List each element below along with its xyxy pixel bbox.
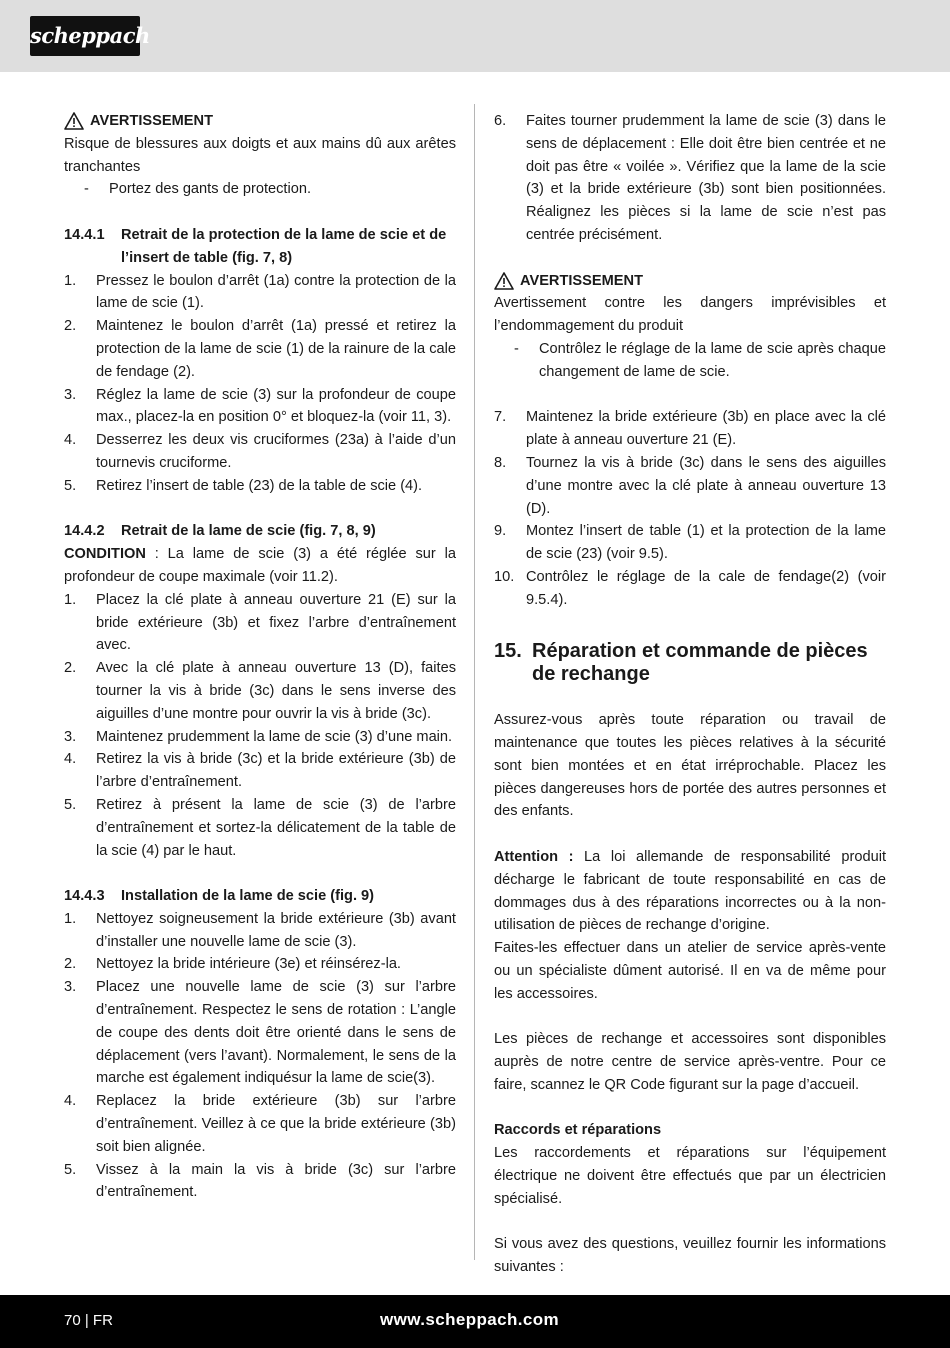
item-text: Faites tourner prudemment la lame de scie (3) dans le sens de déplacement : Elle doit être bien centrée et ne doit pas être « voilée ». Vérifiez que la lame de la scie (3) et la bride extérieure (3b) sont bien positionnées. Réalignez les pièces si la lame de scie n’est pas centrée précisément. <box>526 113 886 243</box>
raccords-text: Les raccordements et réparations sur l’équipement électrique ne doivent être effectués que par un électricien spécialisé. <box>494 1145 886 1207</box>
item-number: 1. <box>64 272 77 289</box>
page-header <box>0 0 950 72</box>
section-title: Retrait de la protection de la lame de scie et de l’insert de table (fig. 7, 8) <box>121 226 447 266</box>
item-number: 5. <box>64 796 77 813</box>
steps-list-continued <box>494 110 886 247</box>
warning-title: AVERTISSEMENT <box>90 113 213 129</box>
item-text: Placez une nouvelle lame de scie (3) sur l’arbre d’entraînement. Respectez le sens de rotation : L’angle de coupe des dents doit être orienté dans le sens de déplacement (vers l’avant). Normalement, le sens de la marche est également indiquésur la lame de scie(3). <box>96 979 456 1087</box>
item-number: 8. <box>494 454 507 471</box>
item-text: Tournez la vis à bride (3c) dans le sens des aiguilles d’une montre avec la clé plate à anneau ouverture 13 (D). <box>526 454 886 517</box>
item-text: Maintenez la bride extérieure (3b) en place avec la clé plate à anneau ouverture 21 (E). <box>526 409 886 449</box>
column-divider <box>474 104 475 1260</box>
paragraph-questions: Si vous avez des questions, veuillez fournir les informations suivantes : <box>494 1236 886 1276</box>
condition-text: : La lame de scie (3) a été réglée sur la profondeur de coupe maximale (voir 11.2). <box>64 546 456 585</box>
list-item <box>64 429 456 475</box>
item-number: 4. <box>64 432 77 449</box>
item-number: 9. <box>494 523 507 540</box>
list-item <box>64 589 456 657</box>
item-number: 5. <box>64 477 77 494</box>
scheppach-logo <box>30 16 150 56</box>
attention-text: La loi allemande de responsabilité produit décharge le fabricant de toute responsabilité en cas de dommages dus à des réparations incorrectes ou à la non-utilisation de pièces de rechange d’origine. <box>494 848 886 934</box>
section-heading-15 <box>494 640 886 686</box>
website-link[interactable]: www.scheppach.com <box>380 1310 560 1329</box>
condition-label: CONDITION <box>64 546 146 563</box>
section-title: Installation de la lame de scie (fig. 9) <box>121 888 375 905</box>
item-text: Pressez le boulon d’arrêt (1a) contre la protection de la lame de scie (1). <box>96 272 456 312</box>
list-item <box>64 475 456 498</box>
list-item <box>64 657 456 725</box>
item-number: 5. <box>64 1161 77 1178</box>
section-heading-14-4-1 <box>64 224 456 270</box>
list-item <box>64 976 456 1090</box>
section-heading-14-4-3 <box>64 885 456 908</box>
logo-text: scheppach <box>30 23 150 48</box>
item-text: Nettoyez la bride intérieure (3e) et réinsérez-la. <box>96 956 401 973</box>
steps-list-14-4-2 <box>64 589 456 863</box>
warning-heading <box>64 110 456 133</box>
list-item <box>64 384 456 430</box>
item-number: 3. <box>64 728 77 745</box>
list-item <box>494 406 886 452</box>
warning-bullet <box>64 178 456 201</box>
item-text: Placez la clé plate à anneau ouverture 21 (E) sur la bride extérieure (3b) et fixez l’arbre d’entraînement avec. <box>96 591 456 654</box>
condition-paragraph <box>64 543 456 589</box>
item-number: 2. <box>64 956 77 973</box>
item-number: 2. <box>64 660 77 677</box>
paragraph-spare-parts: Les pièces de rechange et accessoires sont disponibles auprès de notre centre de service après-ventre. Pour ce faire, scannez le QR Code figurant sur la page d’accueil. <box>494 1031 886 1093</box>
item-text: Retirez à présent la lame de scie (3) de l’arbre d’entraînement et sortez-la délicatement de la table de la scie (4) par le haut. <box>96 796 456 859</box>
item-text: Maintenez prudemment la lame de scie (3) d’une main. <box>96 728 453 745</box>
list-item <box>494 520 886 566</box>
left-column <box>64 110 456 1204</box>
section-title: Réparation et commande de pièces de rechange <box>532 640 868 686</box>
section-number: 14.4.1 <box>64 226 105 243</box>
paragraph-maintenance: Assurez-vous après toute réparation ou travail de maintenance que toutes les pièces relatives à la sécurité sont bien montées et en état irréprochable. Placez les pièces dangereuses hors de portée des autres personnes et des enfants. <box>494 712 886 820</box>
item-number: 3. <box>64 979 77 996</box>
item-text: Desserrez les deux vis cruciformes (23a) à l’aide d’un tournevis cruciforme. <box>96 432 456 471</box>
list-item <box>64 270 456 316</box>
steps-list-reinstall <box>494 406 886 611</box>
section-heading-14-4-2 <box>64 520 456 543</box>
page-number: 70 | FR <box>64 1312 113 1329</box>
right-column <box>494 110 886 1279</box>
warning-bullet <box>494 338 886 384</box>
warning-triangle-icon <box>64 112 84 130</box>
paragraph-attention <box>494 846 886 937</box>
bullet-dash: - <box>514 340 519 357</box>
item-text: Montez l’insert de table (1) et la protection de la lame de scie (23) (voir 9.5). <box>526 523 886 563</box>
item-text: Maintenez le boulon d’arrêt (1a) pressé et retirez la protection de la lame de scie (1) de la rainure de la cale de fendage (2). <box>96 318 456 380</box>
raccords-heading: Raccords et réparations <box>494 1122 662 1139</box>
list-item <box>64 1090 456 1158</box>
page-footer <box>0 1295 950 1348</box>
list-item <box>64 1159 456 1205</box>
item-text: Contrôlez le réglage de la cale de fendage(2) (voir 9.5.4). <box>526 568 886 608</box>
bullet-text: Contrôlez le réglage de la lame de scie après chaque changement de lame de scie. <box>539 340 886 380</box>
item-number: 6. <box>494 113 507 129</box>
item-number: 4. <box>64 751 77 768</box>
item-number: 1. <box>64 591 77 608</box>
item-number: 3. <box>64 386 77 403</box>
item-number: 7. <box>494 409 507 426</box>
item-text: Vissez à la main la vis à bride (3c) sur l’arbre d’entraînement. <box>96 1161 456 1201</box>
paragraph-service: Faites-les effectuer dans un atelier de service après-vente ou un spécialiste dûment autorisé. Il en va de même pour les accessoires. <box>494 940 886 1002</box>
bullet-dash: - <box>84 181 89 198</box>
steps-list-14-4-3 <box>64 908 456 1204</box>
list-item <box>64 726 456 749</box>
warning-text: Avertissement contre les dangers imprévisibles et l’endommagement du produit <box>494 295 886 335</box>
steps-list-14-4-1 <box>64 270 456 498</box>
item-text: Nettoyez soigneusement la bride extérieure (3b) avant d’installer une nouvelle lame de scie (3). <box>96 910 456 950</box>
warning-heading <box>494 270 886 293</box>
list-item <box>494 566 886 612</box>
item-number: 10. <box>494 568 515 585</box>
attention-label: Attention : <box>494 848 574 865</box>
item-text: Retirez l’insert de table (23) de la table de scie (4). <box>96 477 423 494</box>
section-number: 15. <box>494 640 522 663</box>
section-title: Retrait de la lame de scie (fig. 7, 8, 9) <box>121 523 376 540</box>
item-text: Retirez la vis à bride (3c) et la bride extérieure (3b) de l’arbre d’entraînement. <box>96 751 456 791</box>
section-number: 14.4.2 <box>64 523 105 540</box>
item-text: Réglez la lame de scie (3) sur la profondeur de coupe max., placez-la en position 0° et bloquez-la (voir 11, 3). <box>96 386 456 426</box>
list-item <box>64 908 456 954</box>
warning-triangle-icon <box>494 272 514 290</box>
list-item <box>494 452 886 520</box>
item-number: 1. <box>64 910 77 927</box>
list-item <box>64 794 456 862</box>
item-text: Avec la clé plate à anneau ouverture 13 (D), faites tourner la vis à bride (3c) dans le sens inverse des aiguilles d’une montre pour ouvrir la vis à bride (3c). <box>96 660 456 722</box>
bullet-text: Portez des gants de protection. <box>109 181 312 198</box>
warning-title: AVERTISSEMENT <box>520 272 643 289</box>
list-item <box>64 315 456 383</box>
list-item <box>494 110 886 247</box>
item-number: 2. <box>64 318 77 335</box>
section-number: 14.4.3 <box>64 888 105 905</box>
list-item <box>64 748 456 794</box>
warning-text: Risque de blessures aux doigts et aux mains dû aux arêtes tranchantes <box>64 135 456 175</box>
list-item <box>64 953 456 976</box>
item-number: 4. <box>64 1093 77 1110</box>
item-text: Replacez la bride extérieure (3b) sur l’arbre d’entraînement. Veillez à ce que la bride extérieure (3b) soit bien alignée. <box>96 1093 456 1155</box>
